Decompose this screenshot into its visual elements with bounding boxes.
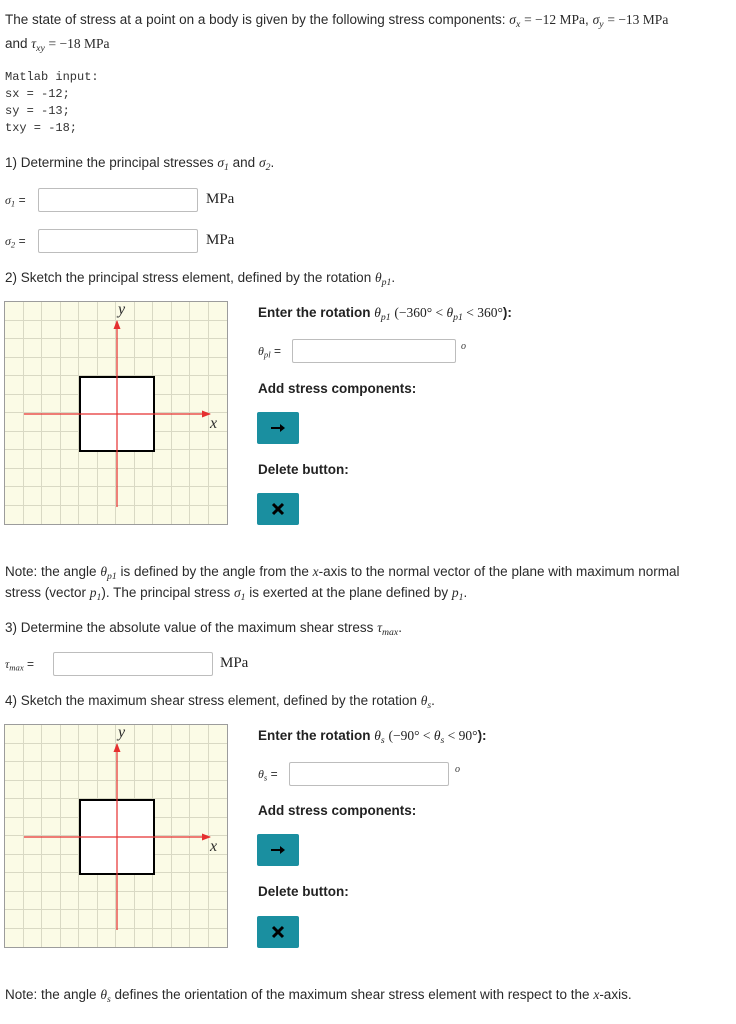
x-axis-label: x bbox=[210, 415, 218, 432]
sigma2-symbol: $\sigma_2$ bbox=[258, 155, 271, 173]
sigma2-label: $\sigma_2$ = bbox=[5, 234, 26, 250]
tau-xy-symbol: $\tau_{xy}$ bbox=[31, 36, 45, 54]
max-shear-sketch-canvas[interactable] bbox=[4, 724, 228, 942]
x-axis-label: x bbox=[210, 838, 218, 855]
q2-text: 2) Sketch the principal stress element, defined by the rotation bbox=[5, 270, 372, 285]
arrow-right-icon bbox=[270, 423, 286, 433]
q4-enter-rotation: Enter the rotation $\theta_s$ $(-90^\circ < \theta_s < 90^\circ)$: bbox=[258, 728, 487, 746]
q2-enter-rotation: Enter the rotation $\theta_{p1}$ $(-360^\circ < \theta_{p1} < 360^\circ)$: bbox=[258, 305, 512, 323]
q2-delete-button[interactable] bbox=[257, 493, 299, 525]
q4-add-label: Add stress components: bbox=[258, 803, 417, 818]
sigma-x-value: = −12 MPa bbox=[524, 12, 586, 27]
problem-intro: The state of stress at a point on a body is given by the following stress components: bbox=[5, 12, 506, 27]
tau-xy-value: = −18 MPa bbox=[48, 36, 110, 51]
theta-p1-degree: o bbox=[461, 341, 466, 352]
q1-text: 1) Determine the principal stresses bbox=[5, 155, 214, 170]
matlab-label: Matlab input: bbox=[5, 70, 99, 84]
sigma-x-symbol: $\sigma_x$ bbox=[509, 12, 521, 30]
matlab-line-sy: sy = -13; bbox=[5, 104, 70, 118]
shear-grid-svg[interactable] bbox=[4, 724, 228, 948]
theta-s-symbol: $\theta_s$ bbox=[420, 693, 432, 711]
sigma-y-symbol: $\sigma_y$ bbox=[592, 12, 604, 30]
sigma2-unit: MPa bbox=[206, 232, 235, 248]
q2-add-stress-button[interactable] bbox=[257, 412, 299, 444]
q4-text: 4) Sketch the maximum shear stress element, defined by the rotation bbox=[5, 693, 417, 708]
sigma1-symbol: $\sigma_1$ bbox=[217, 155, 229, 173]
q4-delete-label: Delete button: bbox=[258, 884, 349, 899]
sigma1-label: $\sigma_1$ = bbox=[5, 193, 26, 209]
matlab-line-txy: txy = -18; bbox=[5, 121, 78, 135]
q4-add-stress-button[interactable] bbox=[257, 834, 299, 866]
theta-s-degree: o bbox=[455, 764, 460, 775]
theta-s-label: $\theta_s$ = bbox=[258, 767, 278, 783]
theta-p1-input[interactable] bbox=[292, 339, 456, 363]
sigma-y-value: = −13 MPa bbox=[607, 12, 669, 27]
tau-max-label: $\tau_{max}$ = bbox=[5, 657, 35, 673]
q2-heading: 2) Sketch the principal stress element, defined by the rotation $\theta_{p1}$. bbox=[5, 270, 396, 288]
arrow-right-icon bbox=[270, 845, 286, 855]
q3-text: 3) Determine the absolute value of the maximum shear stress bbox=[5, 620, 374, 635]
theta-p1-symbol: $\theta_{p1}$ bbox=[374, 270, 392, 288]
q4-heading: 4) Sketch the maximum shear stress element, defined by the rotation $\theta_s$. bbox=[5, 693, 435, 711]
principal-grid-svg[interactable] bbox=[4, 301, 228, 525]
tau-max-input[interactable] bbox=[53, 652, 213, 676]
theta-s-input[interactable] bbox=[289, 762, 449, 786]
x-icon bbox=[271, 925, 285, 939]
y-axis-label: y bbox=[118, 301, 126, 318]
x-icon bbox=[271, 502, 285, 516]
and-word: and bbox=[5, 36, 28, 51]
matlab-line-sx: sx = -12; bbox=[5, 87, 70, 101]
problem-statement-line2 bbox=[5, 36, 110, 54]
note2: Note: the angle $\theta_s$ defines the orientation of the maximum shear stress element with respect to the x-axis. bbox=[5, 987, 632, 1005]
note1-line2: stress (vector $p_1$). The principal stress $\sigma_1$ is exerted at the plane defined by $p_1$. bbox=[5, 585, 468, 603]
sigma2-input[interactable] bbox=[38, 229, 198, 253]
q4-delete-button[interactable] bbox=[257, 916, 299, 948]
matlab-block bbox=[5, 69, 99, 137]
q1-and: and bbox=[232, 155, 256, 170]
principal-stress-sketch-canvas[interactable] bbox=[4, 301, 228, 519]
q2-add-label: Add stress components: bbox=[258, 381, 417, 396]
tau-max-symbol: $\tau_{max}$ bbox=[377, 620, 399, 638]
q1-heading: 1) Determine the principal stresses $\sigma_1$ and $\sigma_2$. bbox=[5, 155, 275, 173]
q3-heading: 3) Determine the absolute value of the maximum shear stress $\tau_{max}$. bbox=[5, 620, 402, 638]
q2-delete-label: Delete button: bbox=[258, 462, 349, 477]
y-axis-label: y bbox=[118, 724, 126, 741]
problem-statement: The state of stress at a point on a body is given by the following stress components: $\sigma_x = -12$ MPa, $\sigma_y = -13$ MPa bbox=[5, 12, 669, 30]
sigma1-input[interactable] bbox=[38, 188, 198, 212]
sigma1-unit: MPa bbox=[206, 191, 235, 207]
tau-max-unit: MPa bbox=[220, 655, 249, 671]
theta-p1-label: $\theta_{pl}$ = bbox=[258, 344, 281, 360]
note1-line1: Note: the angle $\theta_{p1}$ is defined by the angle from the x-axis to the normal vector of the plane with maximum normal bbox=[5, 564, 680, 582]
